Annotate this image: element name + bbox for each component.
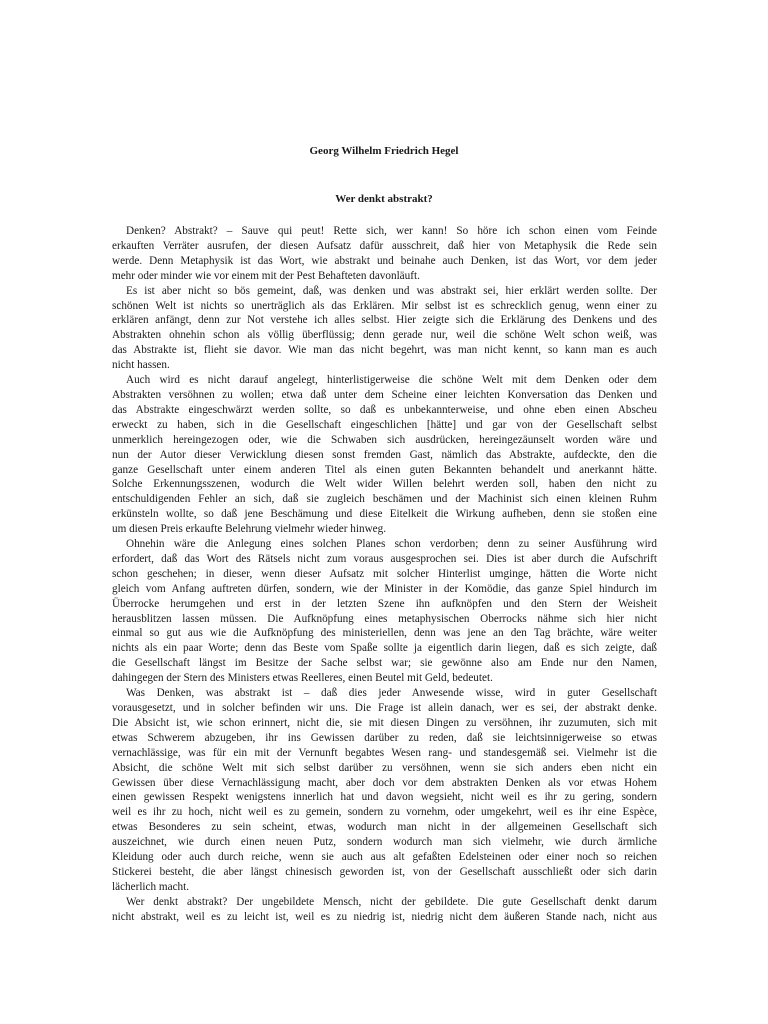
text-line: nicht hassen.	[112, 359, 170, 372]
text-line: Solche Erkennungsszenen, wodurch die Welt wider Willen belehrt werden soll, haben den nicht zu	[112, 478, 657, 491]
text-line: auszeichnet, wie durch einen neuen Putz, sondern wodurch man sich vielmehr, wie durch ärmliche	[112, 836, 657, 849]
text-line: einen gewissen Respekt wenigstens innerlich hat und davon wegsieht, nicht weil es ihr zu gering, sondern	[112, 791, 657, 804]
text-line: herausblitzen lassen müssen. Die Aufknöpfung eines metaphysischen Oberrocks nähme sich hier nicht	[112, 612, 657, 625]
text-line: Ohnehin wäre die Anlegung eines solchen Planes schon verdorben; denn zu seiner Ausführung wird	[126, 538, 657, 551]
text-line: das Abstrakte ist, flieht sie davor. Wie man das nicht begehrt, was man nicht kennt, so kann man es auch	[112, 344, 657, 357]
text-line: das Abstrakte eingeschwärzt werden sollte, so daß es unbekannterweise, und ohne eben einen Abscheu	[112, 403, 657, 416]
text-line: Die Absicht ist, wie schon erinnert, nicht die, sie mit diesen Dingen zu versöhnen, ihr zuzumuten, sich mit	[112, 716, 657, 729]
text-line: erweckt zu haben, sich in die Gesellschaft eingeschlichen [hätte] und gar von der Gesellschaft selbst	[112, 418, 657, 431]
text-line: dahingegen der Stern des Ministers etwas Reelleres, einen Beutel mit Geld, bedeutet.	[112, 672, 493, 685]
text-line: vernachlässige, was für ein mit der Vernunft begabtes Wesen rang- und standesgemäß sei. Vielmehr ist die	[112, 746, 657, 759]
text-line: entschuldigenden Fehler an sich, daß sie zugleich beschämen und der Machinist sich einen kleinen Ruhm	[112, 493, 657, 506]
text-line: erkünsteln wollte, so daß jene Beschämung und diese Eitelkeit die Wirkung aufheben, denn sie stoßen eine	[112, 508, 657, 521]
text-line: lächerlich macht.	[112, 880, 190, 893]
text-line: Absicht, die schöne Welt mit sich selbst darüber zu versöhnen, wenn sie sich anders eben nicht ein	[112, 761, 657, 774]
text-line: etwas Besonderes zu sein scheint, etwas, wodurch man nicht in der allgemeinen Gesellschaft sich	[112, 821, 657, 834]
text-line: ganze Gesellschaft unter einem anderen Titel als einen guten Bekannten behandelt und anerkannt hätte.	[112, 463, 657, 476]
text-line: die Gesellschaft längst im Besitze der Sache selbst war; sie gewönne also am Ende nur den Namen,	[112, 657, 657, 670]
text-line: erklären anfängt, denn zur Not verstehe ich alles selbst. Hier zeigte sich die Erklärung des Denkens und des	[112, 314, 657, 327]
text-line: vorausgesetzt, und in solcher befinden wir uns. Die Frage ist allein danach, wer es sei, der abstrakt denke.	[112, 702, 657, 714]
text-line: Es ist aber nicht so bös gemeint, daß, was denken und was abstrakt sei, hier erklärt werden sollte. Der	[126, 284, 657, 297]
text-line: einmal so gut aus wie die Aufknöpfung des ministeriellen, denn was jene an den Tag brächte, wäre weiter	[112, 627, 657, 640]
text-line: Abstrakten ohnehin schon als völlig überflüssig; denn gerade nur, weil die schöne Welt schon weiß, was	[112, 329, 657, 342]
text-line: Stickerei besteht, die aber längst chinesisch geworden ist, von der Gesellschaft ausschließt oder sich darin	[112, 865, 657, 878]
text-line: nicht abstrakt, weil es zu leicht ist, weil es zu niedrig ist, niedrig nicht dem äußeren Stande nach, nicht aus	[112, 910, 657, 923]
text-line: nichts als ein paar Worte; denn das Beste vom Spaße sollte ja eigentlich darin liegen, daß es sich zeigte, daß	[112, 642, 657, 655]
text-line: Gewissen über diese Vernachlässigung macht, aber doch vor dem abstrakten Denken als vor etwas Hohem	[112, 776, 657, 789]
text-line: Auch wird es nicht darauf angelegt, hinterlistigerweise die schöne Welt mit dem Denken oder dem	[126, 374, 657, 387]
text-line: etwas Schwerem abzugeben, ihr ins Gewissen darüber zu reden, daß sie leichtsinnigerweise so etwas	[112, 731, 657, 744]
text-line: schon geschehen; in dieser, wenn dieser Aufsatz mit solcher Hinterlist umginge, hätten die Worte nicht	[112, 567, 657, 580]
text-line: Abstrakten versöhnen zu wollen; etwa daß unter dem Scheine einer leichten Konversation das Denken und	[112, 388, 657, 401]
text-line: mehr oder minder wie vor einem mit der Pest Behafteten davonläuft.	[112, 269, 420, 282]
text-line: nun der Autor dieser Verwicklung diesen sonst fremden Gast, nämlich das Abstrakte, aufdeckte, den die	[112, 448, 657, 461]
text-line: Was Denken, was abstrakt ist – daß dies jeder Anwesende wisse, wird in guter Gesellschaft	[126, 687, 657, 700]
text-line: weil es ihr zu hoch, nicht weil es zu gemein, sondern zu vornehm, oder umgekehrt, weil es ihr eine Espèce,	[112, 806, 657, 819]
body-text	[112, 224, 657, 925]
text-line: unmerklich hereingezogen oder, wie die Schwaben sich ausdrücken, hereingezäunselt worden wäre und	[112, 433, 657, 446]
text-line: Denken? Abstrakt? – Sauve qui peut! Rette sich, wer kann! So höre ich schon einen vom Feinde	[126, 225, 657, 237]
text-line: werde. Denn Metaphysik ist das Wort, wie abstrakt und beinahe auch Denken, ist das Wort, vor dem jeder	[112, 254, 657, 267]
text-line: gleich vom Anfang auftreten dürfen, sondern, wie der Minister in der Komödie, das ganze Spiel hindurch im	[112, 582, 657, 595]
text-line: Kleidung oder auch durch reiche, wenn sie auch aus alt gefaßten Edelsteinen oder einer noch so reichen	[112, 851, 657, 864]
text-line: schönen Welt ist nichts so unerträglich als das Erklären. Mir selbst ist es schrecklich genug, wenn einer zu	[112, 299, 657, 312]
text-line: erkauften Verräter ausrufen, der diesen Aufsatz dafür ausschreit, daß hier von Metaphysik die Rede sein	[112, 239, 657, 252]
text-line: Wer denkt abstrakt? Der ungebildete Mensch, nicht der gebildete. Die gute Gesellschaft denkt darum	[126, 895, 657, 908]
author-heading: Georg Wilhelm Friedrich Hegel	[309, 145, 459, 157]
essay-title: Wer denkt abstrakt?	[335, 193, 433, 205]
text-line: erfordert, daß das Wort des Rätsels nicht zum voraus ausgesprochen sei. Dies ist aber durch die Aufschrift	[112, 552, 657, 565]
text-line: um diesen Preis erkaufte Belehrung vielmehr wieder hinweg.	[112, 523, 387, 536]
text-line: Überrocke herumgehen und erst in der letzten Szene ihn aufknöpfen und den Stern der Weisheit	[112, 597, 657, 610]
